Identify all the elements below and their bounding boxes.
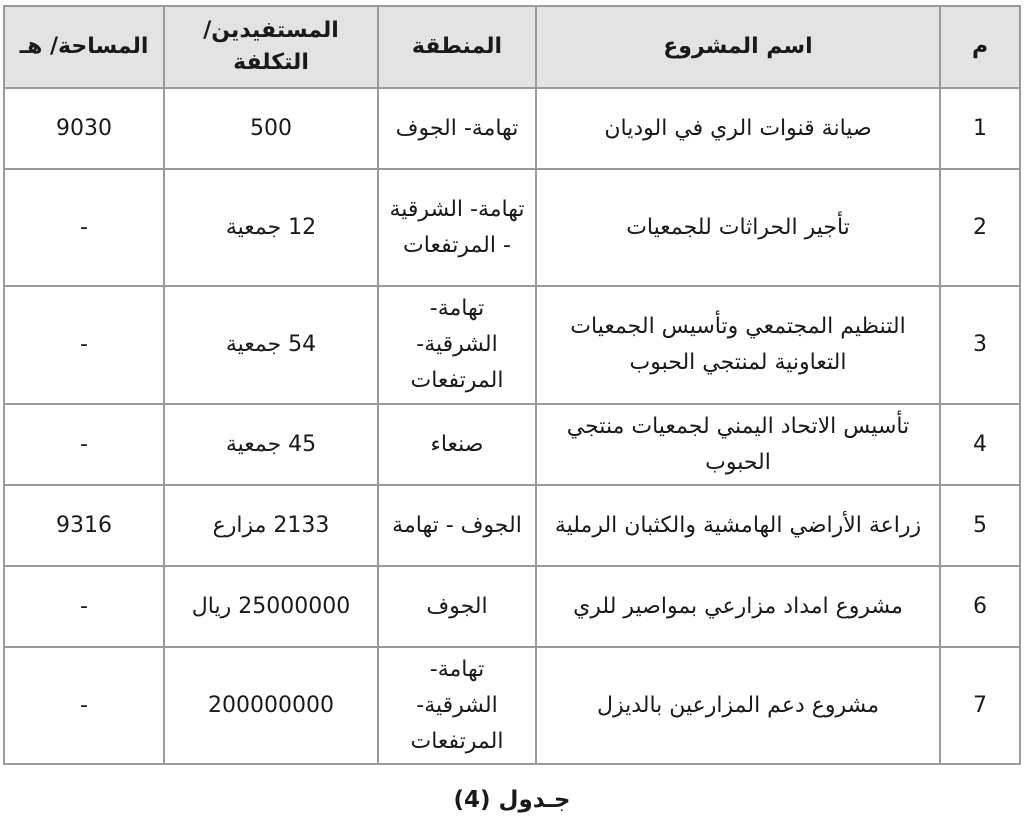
cell-num: 4 <box>940 404 1020 485</box>
cell-area: - <box>4 566 164 647</box>
cell-region: تهامة- الجوف <box>378 88 536 169</box>
header-beneficiaries-cost: المستفيدين/ التكلفة <box>164 6 378 88</box>
cell-area: 9030 <box>4 88 164 169</box>
table-row <box>4 404 1020 485</box>
header-region: المنطقة <box>378 6 536 88</box>
table-row <box>4 286 1020 404</box>
cell-region: الجوف <box>378 566 536 647</box>
cell-num: 5 <box>940 485 1020 566</box>
cell-num: 6 <box>940 566 1020 647</box>
cell-area: - <box>4 286 164 404</box>
cell-num: 7 <box>940 647 1020 764</box>
projects-table-container <box>3 5 1019 765</box>
table-header-row <box>4 6 1020 88</box>
cell-beneficiaries: 25000000 ريال <box>164 566 378 647</box>
cell-area: - <box>4 404 164 485</box>
cell-beneficiaries: 45 جمعية <box>164 404 378 485</box>
table-row <box>4 647 1020 764</box>
cell-project-name: تأجير الحراثات للجمعيات <box>536 169 940 286</box>
cell-project-name: تأسيس الاتحاد اليمني لجمعيات منتجي الحبوب <box>536 404 940 485</box>
table-row <box>4 88 1020 169</box>
cell-num: 2 <box>940 169 1020 286</box>
header-project-name: اسم المشروع <box>536 6 940 88</box>
projects-table <box>3 5 1021 765</box>
header-area: المساحة/ هـ <box>4 6 164 88</box>
cell-project-name: التنظيم المجتمعي وتأسيس الجمعيات التعاونية لمنتجي الحبوب <box>536 286 940 404</box>
header-num: م <box>940 6 1020 88</box>
cell-area: - <box>4 169 164 286</box>
cell-area: 9316 <box>4 485 164 566</box>
cell-beneficiaries: 500 <box>164 88 378 169</box>
cell-project-name: مشروع امداد مزارعي بمواصير للري <box>536 566 940 647</box>
cell-project-name: مشروع دعم المزارعين بالديزل <box>536 647 940 764</box>
cell-beneficiaries: 2133 مزارع <box>164 485 378 566</box>
cell-beneficiaries: 12 جمعية <box>164 169 378 286</box>
cell-region: تهامة- الشرقية- المرتفعات <box>378 286 536 404</box>
cell-region: تهامة- الشرقية- المرتفعات <box>378 647 536 764</box>
cell-num: 3 <box>940 286 1020 404</box>
cell-beneficiaries: 54 جمعية <box>164 286 378 404</box>
cell-region: الجوف - تهامة <box>378 485 536 566</box>
cell-region: تهامة- الشرقية - المرتفعات <box>378 169 536 286</box>
table-row <box>4 169 1020 286</box>
table-row <box>4 566 1020 647</box>
cell-area: - <box>4 647 164 764</box>
cell-project-name: زراعة الأراضي الهامشية والكثبان الرملية <box>536 485 940 566</box>
table-row <box>4 485 1020 566</box>
cell-region: صنعاء <box>378 404 536 485</box>
cell-num: 1 <box>940 88 1020 169</box>
table-caption: جـدول (4) <box>453 787 571 813</box>
cell-beneficiaries: 200000000 <box>164 647 378 764</box>
cell-project-name: صيانة قنوات الري في الوديان <box>536 88 940 169</box>
